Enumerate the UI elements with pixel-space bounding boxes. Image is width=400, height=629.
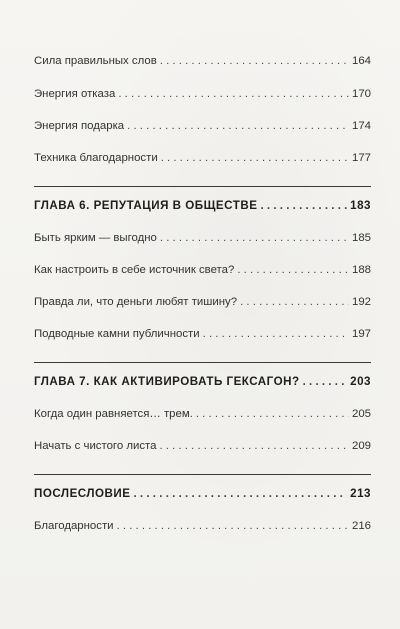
toc-entry-title: Техника благодарности (34, 152, 158, 164)
toc-entry-page: 164 (351, 55, 371, 67)
toc-entry (34, 55, 371, 67)
toc-leader-dots (196, 408, 349, 420)
toc-leader-dots (160, 232, 349, 244)
toc-leader-dots (159, 440, 349, 452)
toc-entry-title: Подводные камни публичности (34, 328, 200, 340)
toc-entry-page: 170 (351, 88, 371, 100)
toc-chapter-title: ГЛАВА 6. РЕПУТАЦИЯ В ОБЩЕСТВЕ (34, 199, 258, 212)
toc-entry (34, 520, 371, 532)
toc-chapter-heading (34, 487, 371, 500)
toc-leader-dots (117, 520, 349, 532)
toc-entry-title: Быть ярким — выгодно (34, 232, 157, 244)
toc-entry-page: 205 (351, 408, 371, 420)
toc-entry-title: Когда один равняется… трем. (34, 408, 193, 420)
toc-leader-dots (118, 88, 349, 100)
chapter-divider (34, 186, 371, 187)
toc-chapter-page: 203 (350, 375, 371, 388)
toc-leader-dots (161, 152, 349, 164)
toc-entry-page: 177 (351, 152, 371, 164)
toc-entry-title: Энергия подарка (34, 120, 125, 132)
toc-entry-title: Начать с чистого листа (34, 440, 157, 452)
toc-entry-title: Правда ли, что деньги любят тишину? (34, 296, 238, 308)
toc-leader-dots (127, 120, 349, 132)
toc-entry-title: Энергия отказа (34, 88, 116, 100)
toc-entry (34, 296, 371, 308)
toc-entry (34, 440, 371, 452)
toc-leader-dots (303, 375, 348, 388)
toc-entry-page: 209 (351, 440, 371, 452)
toc-leader-dots (203, 328, 349, 340)
toc-entry-title: Благодарности (34, 520, 114, 532)
toc-entry (34, 264, 371, 276)
toc-leader-dots (260, 199, 347, 212)
toc-entry-page: 192 (351, 296, 371, 308)
chapter-divider (34, 474, 371, 475)
toc-entry (34, 328, 371, 340)
toc-entry (34, 152, 371, 164)
toc-entry-page: 174 (351, 120, 371, 132)
toc-entry (34, 408, 371, 420)
toc-entry (34, 232, 371, 244)
toc-entry-page: 197 (351, 328, 371, 340)
toc-entry-page: 216 (351, 520, 371, 532)
toc-chapter-page: 213 (350, 487, 371, 500)
toc-chapter-heading (34, 375, 371, 388)
toc-leader-dots (160, 55, 349, 67)
toc-entry-page: 185 (351, 232, 371, 244)
toc-leader-dots (133, 487, 347, 500)
toc-entry (34, 88, 371, 100)
toc-chapter-title: ГЛАВА 7. КАК АКТИВИРОВАТЬ ГЕКСАГОН? (34, 375, 300, 388)
toc-leader-dots (237, 264, 349, 276)
toc-chapter-page: 183 (350, 199, 371, 212)
toc-chapter-title: ПОСЛЕСЛОВИЕ (34, 487, 131, 500)
toc-entry-page: 188 (351, 264, 371, 276)
toc-leader-dots (240, 296, 349, 308)
toc-entry (34, 120, 371, 132)
toc-entry-title: Как настроить в себе источник света? (34, 264, 235, 276)
toc-entry-title: Сила правильных слов (34, 55, 157, 67)
toc-chapter-heading (34, 199, 371, 212)
chapter-divider (34, 362, 371, 363)
